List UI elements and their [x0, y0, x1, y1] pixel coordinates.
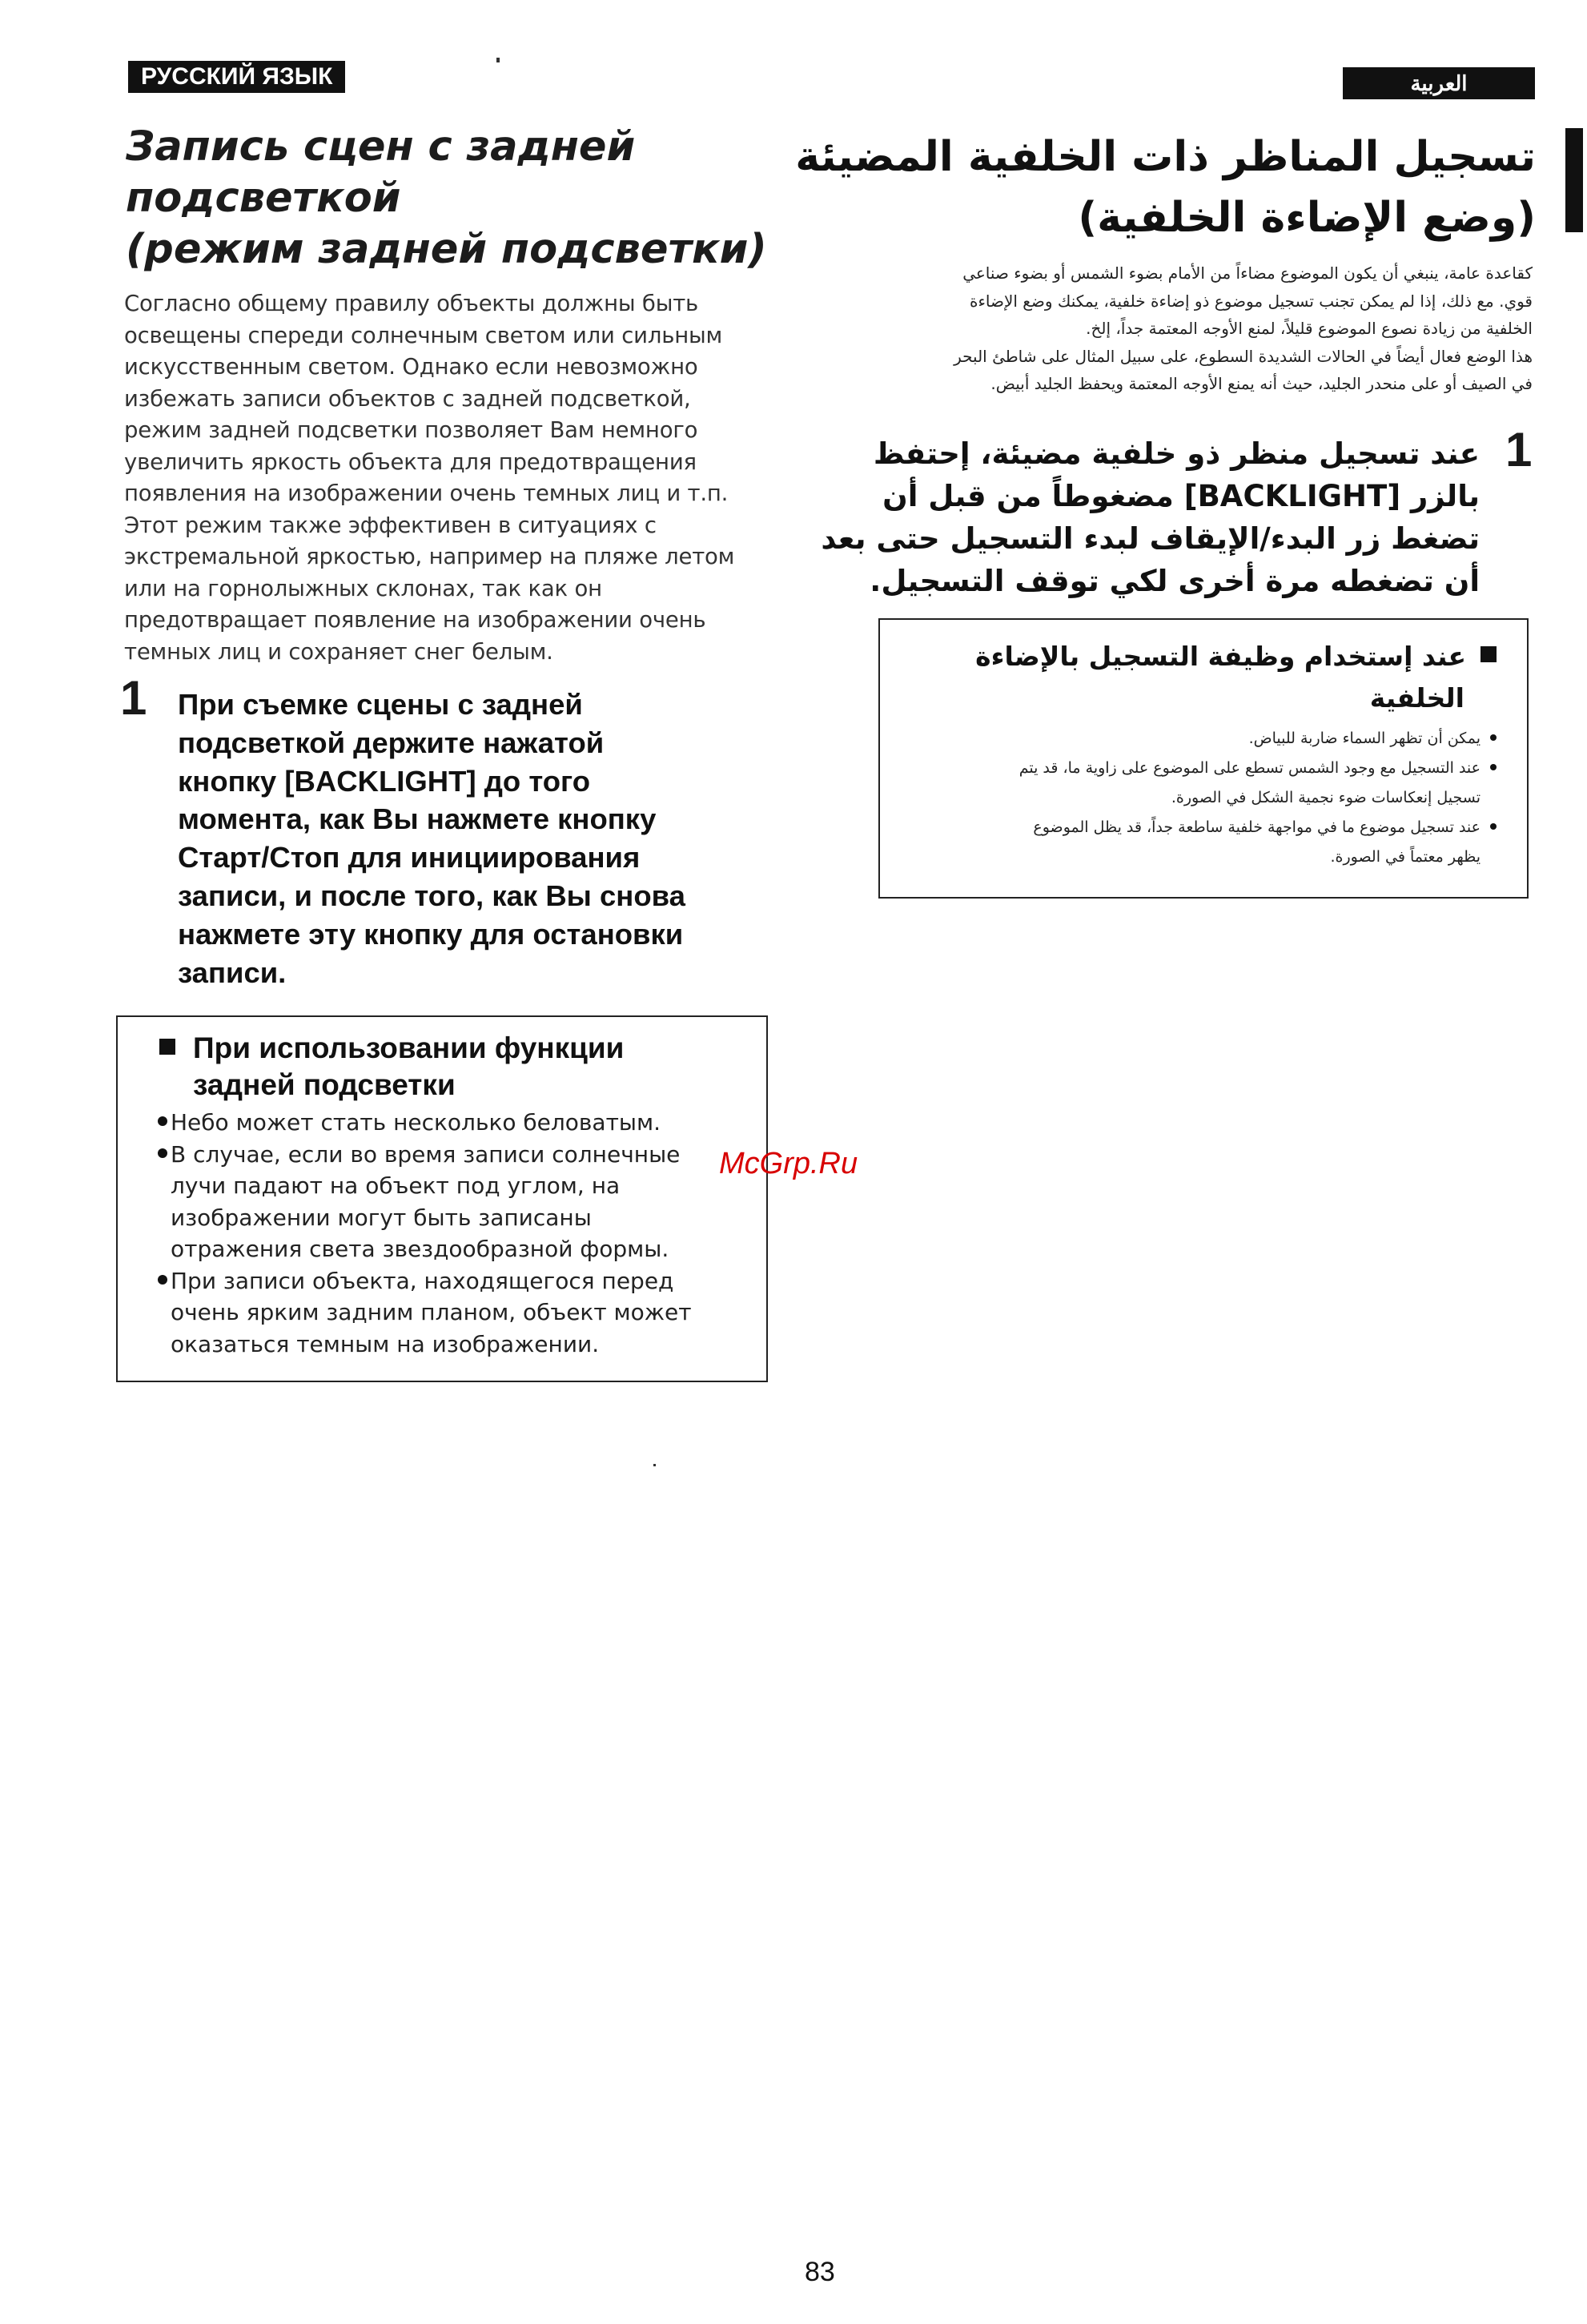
title-line: (режим задней подсветки)	[126, 226, 767, 273]
edge-marker	[1565, 128, 1583, 232]
scan-speck	[496, 58, 500, 62]
title-line: подсветкой	[126, 175, 401, 222]
language-label-russian: РУССКИЙ ЯЗЫК	[128, 61, 345, 93]
list-item-text: يظهر معتماً في الصورة.	[1330, 848, 1481, 866]
intro-line: قوي. مع ذلك، إذا لم يمكن تجنب تسجيل موضوع ذو إضاءة خلفية، يمكنك وضع الإضاءة	[969, 291, 1533, 311]
notes-heading-line: задней подсветки	[193, 1068, 456, 1101]
intro-line: Согласно общему правилу объекты должны быть	[124, 291, 699, 316]
intro-line: في الصيف أو على منحدر الجليد، حيث أنه يمنع الأوجه المعتمة ويحفظ الجليد أبيض.	[990, 374, 1533, 393]
notes-heading-arabic	[920, 636, 1497, 719]
list-item-text: تسجيل إنعكاسات ضوء نجمية الشكل في الصورة.	[1171, 789, 1481, 806]
notes-heading-line: الخلفية	[1369, 682, 1464, 714]
list-item-text: عند التسجيل مع وجود الشمس تسطع على الموضوع على زاوية ما، قد يتم	[1018, 759, 1481, 777]
list-item-text: очень ярким задним планом, объект может	[171, 1299, 692, 1325]
intro-line: предотвращает появление на изображении очень	[124, 607, 706, 633]
intro-line: экстремальной яркостью, например на пляже летом	[124, 544, 735, 569]
bullet-icon	[1490, 764, 1497, 770]
square-bullet-icon	[1481, 646, 1497, 662]
notes-heading-russian	[159, 1030, 624, 1104]
list-item-text: отражения света звездообразной формы.	[171, 1236, 669, 1262]
notes-heading-line: При использовании функции	[193, 1031, 625, 1064]
intro-line: появления на изображении очень темных лиц и т.п.	[124, 480, 729, 506]
title-line: تسجيل المناظر ذات الخلفية المضيئة	[795, 133, 1536, 181]
step-instruction-russian	[178, 686, 786, 991]
intro-line: режим задней подсветки позволяет Вам немного	[124, 417, 698, 443]
notes-list-russian	[158, 1107, 692, 1360]
step-line: нажмете эту кнопку для остановки	[178, 917, 684, 951]
step-line: записи, и после того, как Вы снова	[178, 879, 685, 912]
list-item-text: При записи объекта, находящегося перед	[171, 1267, 674, 1294]
list-item	[158, 1107, 692, 1139]
bullet-icon	[1490, 734, 1497, 741]
bullet-icon	[158, 1275, 167, 1285]
bullet-icon	[158, 1148, 167, 1158]
step-line: أن تضغطه مرة أخرى لكي توقف التسجيل.	[870, 564, 1480, 598]
page-number: 83	[805, 2257, 835, 2287]
step-line: кнопку [BACKLIGHT] до того	[178, 764, 591, 798]
bullet-icon	[158, 1116, 167, 1126]
list-item	[158, 1139, 692, 1171]
list-item	[912, 754, 1497, 783]
intro-paragraph-russian	[124, 288, 789, 668]
list-item-text: оказаться темным на изображении.	[171, 1330, 600, 1357]
intro-paragraph-arabic	[844, 259, 1533, 398]
square-bullet-icon	[159, 1039, 175, 1055]
scan-speck	[653, 1464, 656, 1466]
intro-line: искусственным светом. Однако если невозможно	[124, 354, 698, 380]
step-number-russian: 1	[120, 671, 147, 725]
notes-heading-line: عند إستخدام وظيفة التسجيل بالإضاءة	[975, 641, 1466, 672]
list-item-text: يمكن أن تظهر السماء ضاربة للبياض.	[1248, 730, 1481, 747]
intro-line: освещены спереди солнечным светом или сильным	[124, 322, 723, 348]
intro-line: или на горнолыжных склонах, так как он	[124, 575, 602, 601]
step-line: записи.	[178, 955, 287, 989]
notes-list-arabic	[912, 724, 1497, 872]
intro-line: هذا الوضع فعال أيضاً في الحالات الشديدة السطوع، على سبيل المثال على شاطئ البحر	[954, 346, 1533, 366]
notes-box-arabic	[878, 618, 1529, 899]
intro-line: Этот режим также эффективен в ситуациях с	[124, 512, 657, 538]
title-line: Запись сцен с задней	[126, 123, 636, 171]
step-line: تضغط زر البدء/الإيقاف لبدء التسجيل حتى بعد	[821, 521, 1480, 556]
step-line: подсветкой держите нажатой	[178, 726, 605, 759]
page-title-arabic	[795, 127, 1536, 248]
list-item	[158, 1265, 692, 1297]
intro-line: الخلفية من زيادة نصوع الموضوع قليلاً، لمنع الأوجه المعتمة جداً، إلخ.	[1086, 319, 1533, 338]
intro-line: избежать записи объектов с задней подсветкой,	[124, 385, 691, 412]
step-line: بالزر [BACKLIGHT] مضغوطاً من قبل أن	[882, 479, 1480, 513]
notes-box-russian	[116, 1015, 768, 1382]
list-item-text: Небо может стать несколько беловатым.	[171, 1109, 661, 1136]
list-item-text: изображении могут быть записаны	[171, 1204, 592, 1231]
step-line: момента, как Вы нажмете кнопку	[178, 802, 657, 836]
watermark: McGrp.Ru	[719, 1147, 858, 1180]
list-item	[912, 724, 1497, 754]
title-line: (وضع الإضاءة الخلفية)	[1078, 194, 1536, 242]
step-number-arabic: 1	[1505, 423, 1533, 476]
intro-line: увеличить яркость объекта для предотвращения	[124, 448, 697, 475]
list-item	[912, 813, 1497, 842]
list-item-text: عند تسجيل موضوع ما في مواجهة خلفية ساطعة جداً، قد يظل الموضوع	[1033, 818, 1481, 836]
page-title-russian	[126, 122, 782, 275]
list-item-text: лучи падают на объект под углом, на	[171, 1172, 621, 1199]
intro-line: كقاعدة عامة، ينبغي أن يكون الموضوع مضاءاً من الأمام بضوء الشمس أو بضوء صناعي	[962, 263, 1533, 283]
step-line: Старт/Стоп для инициирования	[178, 841, 641, 875]
step-line: عند تسجيل منظر ذو خلفية مضيئة، إحتفظ	[873, 436, 1480, 471]
bullet-icon	[1490, 823, 1497, 830]
language-label-arabic: العربية	[1343, 67, 1535, 99]
step-instruction-arabic	[821, 432, 1480, 602]
intro-line: темных лиц и сохраняет снег белым.	[124, 638, 553, 665]
step-line: При съемке сцены с задней	[178, 688, 583, 721]
list-item-text: В случае, если во время записи солнечные	[171, 1140, 681, 1168]
